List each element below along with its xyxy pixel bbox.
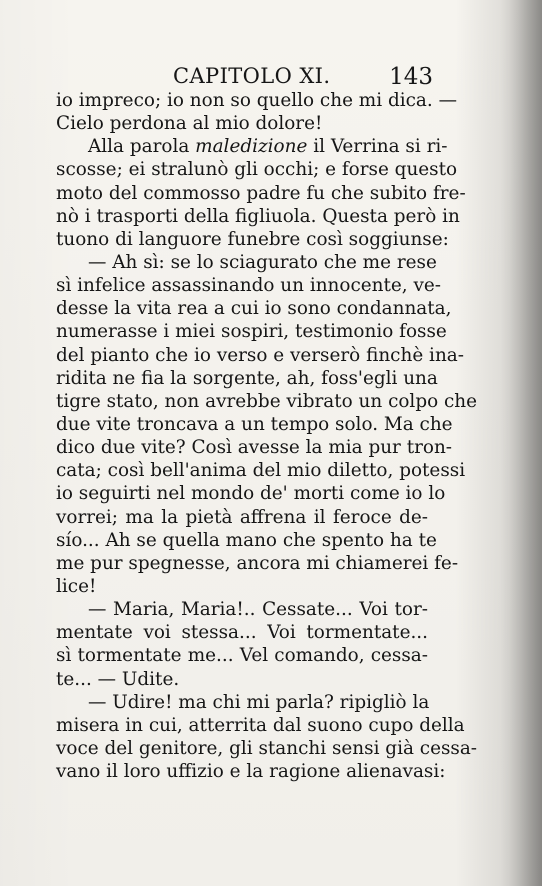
- text-line: nò i trasporti della figliuola. Questa però in: [56, 205, 460, 227]
- page-gutter-shadow: [500, 0, 542, 886]
- chapter-heading: CAPITOLO XI.: [173, 64, 331, 88]
- text-line: lice!: [56, 575, 97, 597]
- text-line: scosse; ei stralunò gli occhi; e forse questo: [56, 159, 458, 181]
- page-number: 143: [389, 64, 433, 90]
- text-line-segment: Alla parola: [88, 136, 196, 158]
- text-line: sío... Ah se quella mano che spento ha te: [56, 529, 437, 551]
- text-line: — Maria, Maria!.. Cessate... Voi tor-: [88, 599, 428, 621]
- text-line: Cielo perdona al mio dolore!: [56, 113, 323, 135]
- text-line: voce del genitore, gli stanchi sensi già cessa-: [56, 737, 478, 759]
- text-line: sì infelice assassinando un innocente, ve-: [56, 275, 441, 297]
- body-text: [56, 89, 478, 783]
- text-line: io seguirti nel mondo de' morti come io lo: [56, 483, 446, 505]
- text-line: desse la vita rea a cui io sono condannata,: [56, 298, 452, 320]
- text-line-segment: il Verrina si ri-: [307, 136, 448, 158]
- text-line: me pur spegnesse, ancora mi chiamerei fe-: [56, 552, 459, 574]
- text-line: ridita ne fia la sorgente, ah, foss'egli una: [56, 367, 438, 389]
- text-line: dico due vite? Così avesse la mia pur tron-: [56, 437, 453, 459]
- text-line: tigre stato, non avrebbe vibrato un colpo che: [56, 390, 478, 412]
- text-line: io impreco; io non so quello che mi dica. —: [56, 90, 457, 111]
- text-line: due vite troncava a un tempo solo. Ma che: [56, 413, 453, 435]
- text-line: moto del commosso padre fu che subito fre-: [56, 182, 466, 204]
- text-line: mentate voi stessa... Voi tormentate...: [56, 622, 428, 644]
- text-line: numerasse i miei sospiri, testimonio fosse: [56, 321, 447, 343]
- text-line: — Udire! ma chi mi parla? ripigliò la: [88, 691, 430, 713]
- text-line: sì tormentate me... Vel comando, cessa-: [56, 645, 428, 667]
- text-line: del pianto che io verso e verserò finchè ina-: [56, 344, 464, 366]
- text-line: tuono di languore funebre così soggiunse:: [56, 228, 449, 250]
- text-line: te... — Udite.: [56, 668, 180, 690]
- text-line: [56, 135, 448, 158]
- text-line: misera in cui, atterrita dal suono cupo della: [56, 714, 465, 736]
- text-line: — Ah sì: se lo sciagurato che me rese: [88, 251, 437, 273]
- text-line: vorrei; ma la pietà affrena il feroce de-: [56, 506, 428, 528]
- italic-word: maledizione: [195, 136, 308, 158]
- running-header: [173, 64, 433, 92]
- text-line: cata; così bell'anima del mio diletto, potessi: [56, 460, 466, 482]
- text-line: vano il loro uffizio e la ragione alienavasi:: [56, 761, 446, 783]
